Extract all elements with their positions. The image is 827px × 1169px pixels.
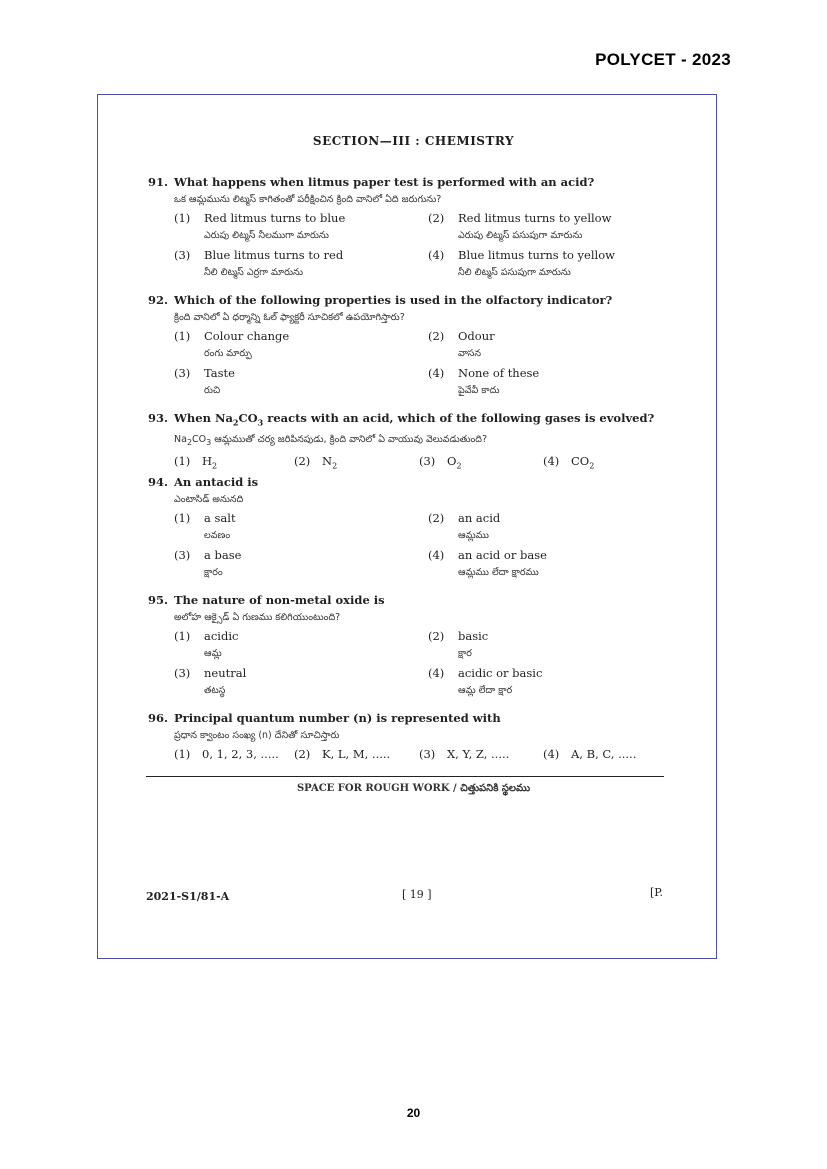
option-4 — [428, 547, 668, 581]
subscript: 2 — [186, 438, 193, 448]
question-93 — [148, 410, 668, 474]
option-2 — [294, 746, 419, 763]
option-text: Taste — [204, 366, 235, 380]
option-text: X, Y, Z, ..... — [447, 747, 510, 761]
option-text: 0, 1, 2, 3, ..... — [202, 747, 279, 761]
option-text-telugu: రంగు మార్పు — [204, 348, 252, 359]
option-3 — [174, 547, 428, 581]
option-number: (3) — [174, 548, 191, 562]
option-1 — [174, 328, 428, 362]
option-number: (1) — [174, 454, 191, 469]
option-text: acidic — [204, 629, 239, 643]
formula-part: CO — [238, 411, 258, 425]
option-text-telugu: పైవేవీ కాదు — [458, 385, 500, 396]
subscript: 2 — [589, 461, 595, 471]
option-number: (2) — [428, 629, 445, 643]
option-text-telugu: ఆమ్ల లేదా క్షార — [458, 685, 513, 696]
option-2 — [428, 628, 668, 662]
question-text: What happens when litmus paper test is performed with an acid? — [174, 175, 595, 189]
header-title: POLYCET - 2023 — [595, 50, 731, 69]
pto-mark: [P. — [650, 886, 663, 899]
option-text-telugu: క్షార — [458, 648, 472, 659]
option-number: (3) — [174, 248, 191, 262]
option-text-telugu: క్షారం — [204, 567, 223, 578]
question-96 — [148, 710, 668, 763]
option-number: (3) — [419, 454, 436, 469]
option-text: Odour — [458, 329, 495, 343]
question-text-telugu: ప్రధాన క్వాంటం సంఖ్య (n) దేనితో సూచిస్తారు — [174, 730, 340, 741]
formula-part: When Na — [174, 411, 233, 425]
question-number: 93. — [148, 411, 169, 425]
option-text-telugu: తటస్థ — [204, 685, 226, 696]
subscript: 2 — [332, 461, 338, 471]
option-4 — [428, 665, 668, 699]
option-4 — [428, 365, 668, 399]
option-1 — [174, 453, 294, 474]
option-number: (4) — [428, 366, 445, 380]
option-number: (2) — [428, 329, 445, 343]
option-3 — [419, 746, 543, 763]
option-2 — [294, 453, 419, 474]
formula-part: CO — [571, 454, 590, 469]
question-92 — [148, 292, 668, 399]
option-text-telugu: ఎరుపు లిట్మస్ నీలముగా మారును — [204, 230, 329, 241]
subscript: 3 — [257, 417, 264, 428]
formula-part: CO — [192, 434, 207, 446]
question-text-telugu: అలోహ ఆక్సైడ్ ఏ గుణము కలిగియుంటుంది? — [174, 612, 341, 623]
option-1 — [174, 628, 428, 662]
option-1 — [174, 210, 428, 244]
option-number: (1) — [174, 747, 191, 761]
option-text: neutral — [204, 666, 247, 680]
option-text-telugu: ఆమ్లము — [458, 530, 489, 541]
option-text: a salt — [204, 511, 236, 525]
option-text-telugu: ఆమ్ల — [204, 648, 222, 659]
option-number: (1) — [174, 211, 191, 225]
option-3 — [174, 247, 428, 281]
rough-work-label: SPACE FOR ROUGH WORK / చిత్తుపనికి స్థలము — [296, 783, 531, 794]
option-text: Red litmus turns to yellow — [458, 211, 612, 225]
subscript: 2 — [212, 461, 218, 471]
option-4 — [428, 247, 668, 281]
subscript: 3 — [206, 438, 212, 448]
formula-part: O — [447, 454, 457, 469]
option-text — [571, 453, 594, 474]
option-number: (3) — [419, 747, 436, 761]
option-text — [202, 453, 217, 474]
option-text: an acid or base — [458, 548, 547, 562]
option-3 — [419, 453, 543, 474]
question-text: An antacid is — [174, 475, 259, 489]
option-2 — [428, 328, 668, 362]
option-1 — [174, 510, 428, 544]
question-95 — [148, 592, 668, 699]
option-text — [447, 453, 462, 474]
option-text: A, B, C, ..... — [571, 747, 637, 761]
question-text — [174, 411, 655, 428]
option-text: basic — [458, 629, 489, 643]
formula-part: H — [202, 454, 213, 469]
subscript: 2 — [456, 461, 462, 471]
option-number: (4) — [543, 454, 560, 469]
option-number: (2) — [294, 747, 311, 761]
option-text — [322, 453, 337, 474]
option-number: (4) — [428, 548, 445, 562]
option-text: Blue litmus turns to red — [204, 248, 344, 262]
option-number: (2) — [294, 454, 311, 469]
option-number: (3) — [174, 666, 191, 680]
option-text: acidic or basic — [458, 666, 543, 680]
question-text-rest: reacts with an acid, which of the following gases is evolved? — [263, 411, 655, 425]
subscript: 2 — [232, 417, 239, 428]
option-number: (1) — [174, 329, 191, 343]
option-text-telugu: వాసన — [458, 348, 481, 359]
option-text-telugu: ఆమ్లము లేదా క్షారము — [458, 567, 539, 578]
option-number: (4) — [428, 666, 445, 680]
formula-part: N — [322, 454, 333, 469]
option-3 — [174, 365, 428, 399]
question-number: 96. — [148, 711, 169, 725]
option-number: (4) — [428, 248, 445, 262]
option-text: None of these — [458, 366, 540, 380]
option-number: (2) — [428, 211, 445, 225]
inner-page-number: [ 19 ] — [402, 888, 432, 901]
question-number: 92. — [148, 293, 169, 307]
question-number: 94. — [148, 475, 169, 489]
option-text: Colour change — [204, 329, 290, 343]
question-text-telugu: ఒక ఆమ్లమును లిట్మస్ కాగితంతో పరీక్షించిన క్రింది వానిలో ఏది జరుగును? — [174, 194, 442, 205]
question-text: Principal quantum number (n) is represented with — [174, 711, 501, 725]
question-text-telugu — [148, 431, 668, 451]
question-text-telugu-rest: ఆమ్లముతో చర్య జరిపినపుడు, క్రింది వానిలో ఏ వాయువు వెలువడుతుంది? — [211, 434, 488, 446]
option-number: (4) — [543, 747, 560, 761]
question-text: The nature of non-metal oxide is — [174, 593, 385, 607]
page-number: 20 — [406, 1106, 421, 1120]
option-number: (1) — [174, 511, 191, 525]
question-number: 91. — [148, 175, 169, 189]
booklet-code: 2021-S1/81-A — [146, 890, 230, 903]
divider-line — [146, 776, 664, 777]
option-4 — [543, 746, 663, 763]
option-number: (3) — [174, 366, 191, 380]
option-2 — [428, 510, 668, 544]
option-1 — [174, 746, 294, 763]
option-number: (1) — [174, 629, 191, 643]
option-text: K, L, M, ..... — [322, 747, 391, 761]
question-text-telugu: ఎంటాసిడ్ అనునది — [174, 494, 244, 505]
option-text: an acid — [458, 511, 501, 525]
option-2 — [428, 210, 668, 244]
formula-part: Na — [174, 434, 187, 446]
option-text: Red litmus turns to blue — [204, 211, 346, 225]
option-4 — [543, 453, 663, 474]
option-text: Blue litmus turns to yellow — [458, 248, 615, 262]
option-3 — [174, 665, 428, 699]
question-91 — [148, 174, 668, 281]
option-text-telugu: నీలి లిట్మస్ పసుపుగా మారును — [458, 267, 571, 278]
section-title: SECTION—III : CHEMISTRY — [312, 134, 515, 148]
option-text-telugu: లవణం — [204, 530, 231, 541]
question-text-telugu: క్రింది వానిలో ఏ ధర్మాన్ని ఓల్ ఫ్యాక్టరీ సూచికలో ఉపయోగిస్తారు? — [174, 312, 405, 323]
option-number: (2) — [428, 511, 445, 525]
question-number: 95. — [148, 593, 169, 607]
question-text: Which of the following properties is used in the olfactory indicator? — [174, 293, 613, 307]
option-text-telugu: నీలి లిట్మస్ ఎర్రగా మారును — [204, 267, 304, 278]
question-94 — [148, 474, 668, 581]
option-text-telugu: ఎరుపు లిట్మస్ పసుపుగా మారును — [458, 230, 583, 241]
option-text: a base — [204, 548, 242, 562]
option-text-telugu: రుచి — [204, 385, 221, 396]
